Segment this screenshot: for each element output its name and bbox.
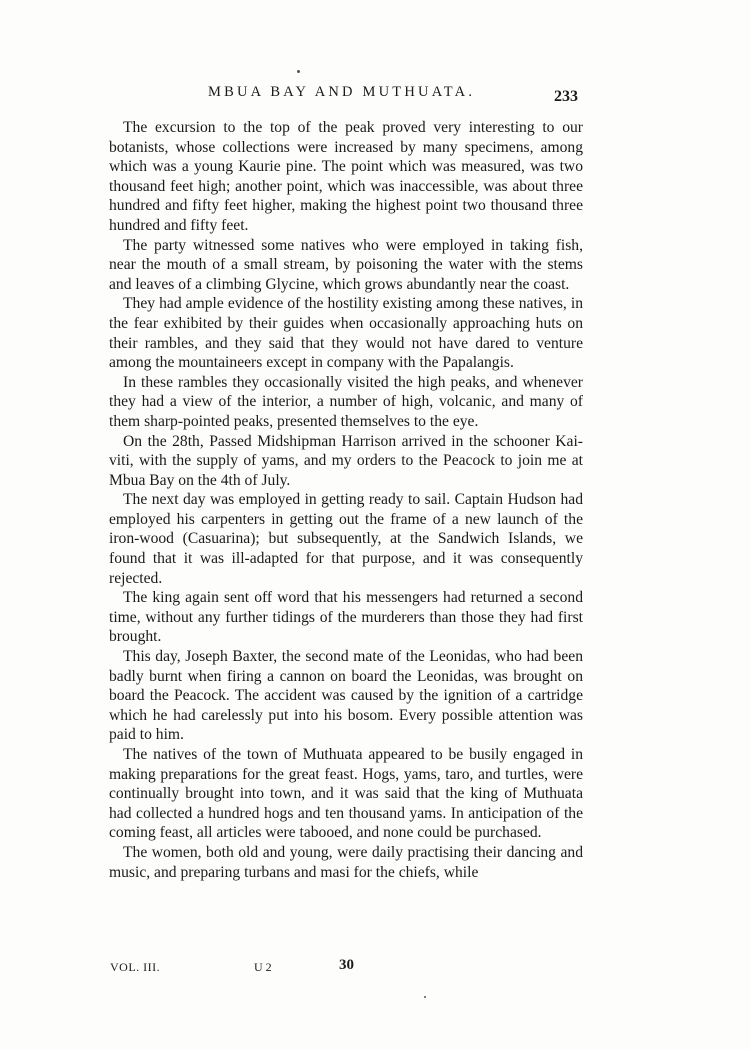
paragraph: The party witnessed some natives who were employed in taking fish, near the mouth of a small stream, by poisoning the water with the stems and leaves of a climbing Glycine, which grows abundantly near the coast. xyxy=(109,236,583,293)
paragraph: The king again sent off word that his messengers had returned a second time, without any further tidings of the murderers than those they had first brought. xyxy=(109,589,583,646)
paragraph: The women, both old and young, were daily practising their dancing and music, and preparing turbans and masi for the chiefs, while xyxy=(109,843,583,881)
running-title: MBUA BAY AND MUTHUATA. xyxy=(208,84,476,100)
body-text xyxy=(109,118,583,882)
gathering-number: 30 xyxy=(339,957,354,973)
paragraph: The natives of the town of Muthuata appeared to be busily engaged in making preparations for the great feast. Hogs, yams, taro, and turtles, were continually brought into town, and it was said that the king of Muthuata had collected a hundred hogs and ten thousand yams. In anticipation of the coming feast, all articles were tabooed, and none could be purchased. xyxy=(109,746,583,842)
page-footer xyxy=(0,957,750,979)
paragraph: The next day was employed in getting ready to sail. Captain Hudson had employed his carpenters in getting out the frame of a new launch of the iron-wood (Casuarina); but subsequently, at the Sandwich Islands, we found that it was ill-adapted for that purpose, and it was consequently rejected. xyxy=(109,491,583,587)
ink-speck-bottom xyxy=(424,996,426,998)
signature-mark: U 2 xyxy=(254,960,272,974)
paragraph: The excursion to the top of the peak proved very interesting to our botanists, whose collections were increased by many specimens, among which was a young Kaurie pine. The point which was measured, was two thousand feet high; another point, which was inaccessible, was about three hundred and fifty feet higher, making the highest point two thousand three hundred and fifty feet. xyxy=(109,119,583,234)
paragraph: This day, Joseph Baxter, the second mate of the Leonidas, who had been badly burnt when firing a cannon on board the Leonidas, was brought on board the Peacock. The accident was caused by the ignition of a cartridge which he had carelessly put into his bosom. Every possible attention was paid to him. xyxy=(109,648,583,744)
page-number: 233 xyxy=(554,88,578,105)
ink-speck-top xyxy=(297,70,300,73)
paragraph: In these rambles they occasionally visited the high peaks, and whenever they had a view of the interior, a number of high, volcanic, and many of them sharp-pointed peaks, presented themselves to the eye. xyxy=(109,373,583,430)
volume-label: VOL. III. xyxy=(110,960,161,974)
running-head xyxy=(0,84,750,108)
paragraph: They had ample evidence of the hostility existing among these natives, in the fear exhibited by their guides when occasionally approaching huts on their rambles, and they said that they would not have dared to venture among the mountaineers except in company with the Papalangis. xyxy=(109,295,583,372)
paragraph: On the 28th, Passed Midshipman Harrison arrived in the schooner Kai-viti, with the supply of yams, and my orders to the Peacock to join me at Mbua Bay on the 4th of July. xyxy=(109,432,583,489)
